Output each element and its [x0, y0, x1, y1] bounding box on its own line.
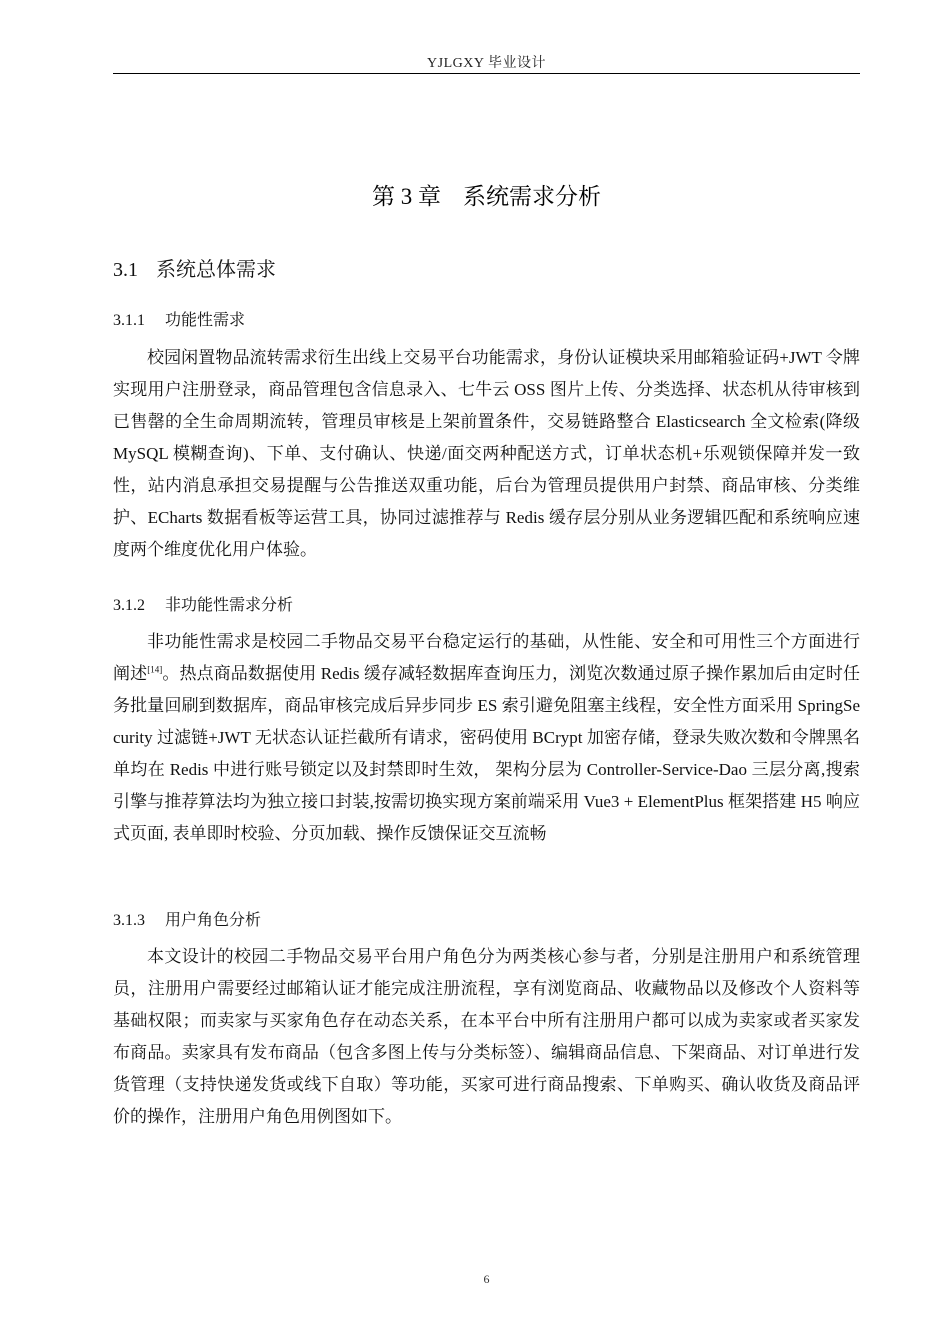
section-heading-3-1	[113, 253, 276, 282]
running-header: YJLGXY 毕业设计	[427, 56, 546, 71]
subsection-title: 功能性需求	[165, 310, 246, 329]
subsection-title: 用户角色分析	[165, 910, 262, 929]
citation-reference[interactable]: [14]	[147, 664, 163, 675]
paragraph-nonfunctional-requirements	[113, 626, 860, 850]
subsection-number: 3.1.2	[113, 597, 145, 614]
section-number: 3.1	[113, 259, 138, 281]
subsection-heading-3-1-3	[113, 907, 261, 930]
subsection-number: 3.1.3	[113, 912, 145, 929]
chapter-title: 系统需求分析	[463, 184, 601, 209]
chapter-heading	[113, 178, 860, 211]
subsection-heading-3-1-1	[113, 307, 245, 330]
subsection-heading-3-1-2	[113, 592, 293, 615]
paragraph-functional-requirements: 校园闲置物品流转需求衍生出线上交易平台功能需求，身份认证模块采用邮箱验证码+JWT 令牌实现用户注册登录，商品管理包含信息录入、七牛云 OSS 图片上传、分类选择、状态机从待审核到已售罄的全生命周期流转，管理员审核是上架前置条件，交易链路整合 Elasticsearch 全文检索(降级 MySQL 模糊查询)、下单、支付确认、快递/面交两种配送方式，订单状态机+乐观锁保障并发一致性，站内消息承担交易提醒与公告推送双重功能，后台为管理员提供用户封禁、商品审核、分类维护、ECharts 数据看板等运营工具，协同过滤推荐与 Redis 缓存层分别从业务逻辑匹配和系统响应速度两个维度优化用户体验。	[113, 348, 860, 559]
subsection-title: 非功能性需求分析	[165, 595, 294, 614]
chapter-number: 第 3 章	[372, 184, 441, 209]
page-number: 6	[483, 1272, 490, 1286]
section-title: 系统总体需求	[156, 259, 276, 281]
subsection-number: 3.1.1	[113, 312, 145, 329]
header-divider	[113, 73, 860, 74]
paragraph-text: 非功能性需求是校园二手物品交易平台稳定运行的基础，从性能、安全和可用性三个方面进行阐述	[113, 632, 860, 683]
paragraph-text: 。热点商品数据使用 Redis 缓存减轻数据库查询压力，浏览次数通过原子操作累加后由定时任务批量回刷到数据库，商品审核完成后异步同步 ES 索引避免阻塞主线程，安全性方面采用 SpringSecurity 过滤链+JWT 无状态认证拦截所有请求，密码使用 BCrypt 加密存储，登录失败次数和令牌黑名单均在 Redis 中进行账号锁定以及封禁即时生效， 架构分层为 Controller-Service-Dao 三层分离,搜索引擎与推荐算法均为独立接口封装,按需切换实现方案前端采用 Vue3 + ElementPlus 框架搭建 H5 响应式页面, 表单即时校验、分页加载、操作反馈保证交互流畅	[113, 664, 860, 843]
paragraph-user-role-analysis: 本文设计的校园二手物品交易平台用户角色分为两类核心参与者，分别是注册用户和系统管理员，注册用户需要经过邮箱认证才能完成注册流程，享有浏览商品、收藏物品以及修改个人资料等基础权限；而卖家与买家角色存在动态关系，在本平台中所有注册用户都可以成为卖家或者买家发布商品。卖家具有发布商品（包含多图上传与分类标签）、编辑商品信息、下架商品、对订单进行发货管理（支持快递发货或线下自取）等功能，买家可进行商品搜索、下单购买、确认收货及商品评价的操作，注册用户角色用例图如下。	[113, 947, 860, 1126]
